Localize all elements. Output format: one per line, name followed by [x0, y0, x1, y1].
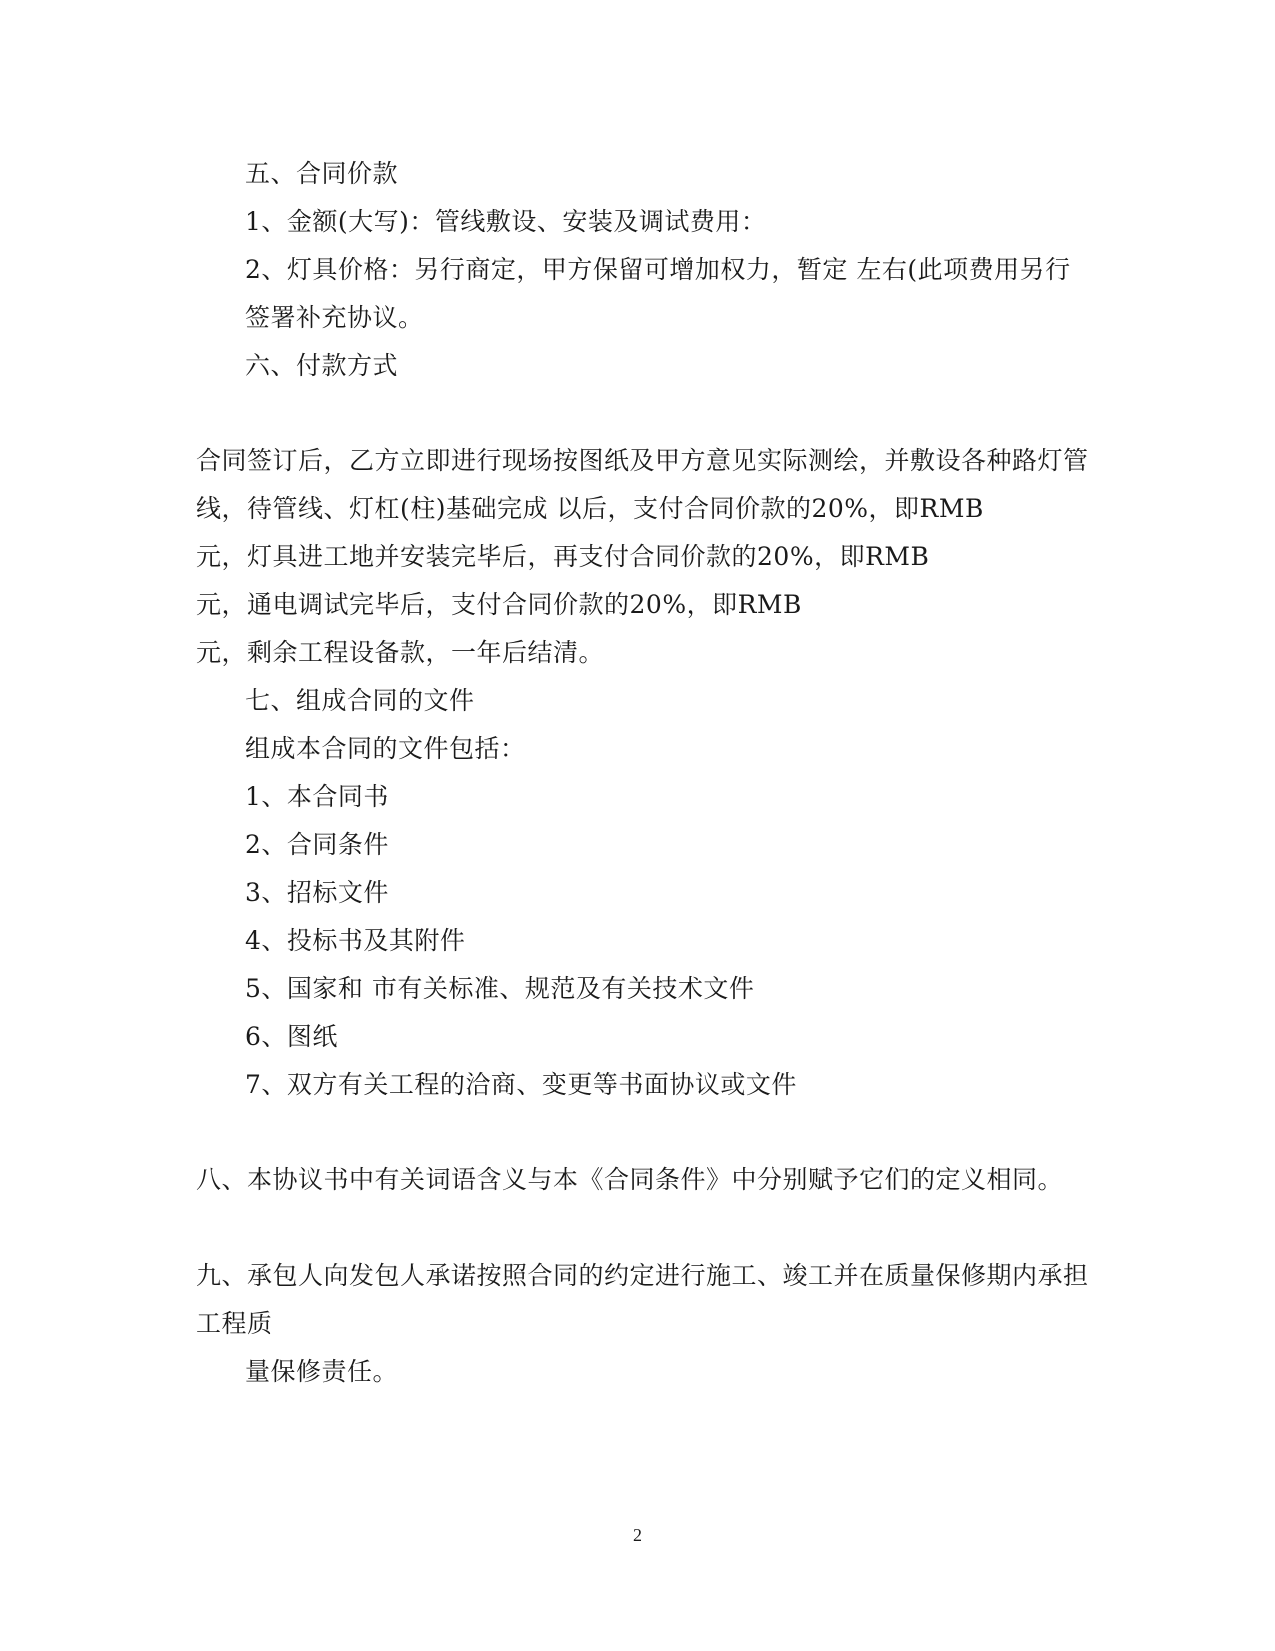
payment-paragraph-line-4: 元，通电调试完毕后，支付合同价款的20%，即RMB	[196, 590, 802, 619]
section-6-heading: 六、付款方式	[245, 351, 399, 380]
clause-5-1: 1、金额(大写)：管线敷设、安装及调试费用：	[245, 207, 767, 236]
clause-5-2-continued: 签署补充协议。	[245, 303, 424, 332]
document-list-item: 2、合同条件	[245, 830, 389, 859]
document-list-item: 3、招标文件	[245, 878, 389, 907]
section-5-heading: 五、合同价款	[245, 159, 399, 188]
document-list-item: 7、双方有关工程的洽商、变更等书面协议或文件	[245, 1070, 797, 1099]
payment-paragraph-line-3: 元，灯具进工地并安装完毕后，再支付合同价款的20%，即RMB	[196, 542, 930, 571]
section-9-line-2: 工程质	[196, 1309, 273, 1338]
document-list-item: 4、投标书及其附件	[245, 926, 466, 955]
page-number: 2	[633, 1525, 642, 1545]
clause-5-2: 2、灯具价格：另行商定，甲方保留可增加权力，暂定 左右(此项费用另行	[245, 255, 1071, 284]
section-7-intro: 组成本合同的文件包括：	[245, 734, 526, 763]
section-7-heading: 七、组成合同的文件	[245, 686, 475, 715]
section-9-line-3: 量保修责任。	[245, 1357, 399, 1386]
document-list-item: 5、国家和 市有关标准、规范及有关技术文件	[245, 974, 755, 1003]
payment-paragraph-line-1: 合同签订后，乙方立即进行现场按图纸及甲方意见实际测绘，并敷设各种路灯管	[196, 446, 1089, 475]
document-list-item: 1、本合同书	[245, 782, 389, 811]
section-9-line-1: 九、承包人向发包人承诺按照合同的约定进行施工、竣工并在质量保修期内承担	[196, 1261, 1089, 1290]
section-8-paragraph: 八、本协议书中有关词语含义与本《合同条件》中分别赋予它们的定义相同。	[196, 1165, 1064, 1194]
payment-paragraph-line-2: 线，待管线、灯杠(柱)基础完成 以后，支付合同价款的20%，即RMB	[196, 494, 984, 523]
document-list-item: 6、图纸	[245, 1022, 338, 1051]
payment-paragraph-line-5: 元，剩余工程设备款，一年后结清。	[196, 638, 605, 667]
